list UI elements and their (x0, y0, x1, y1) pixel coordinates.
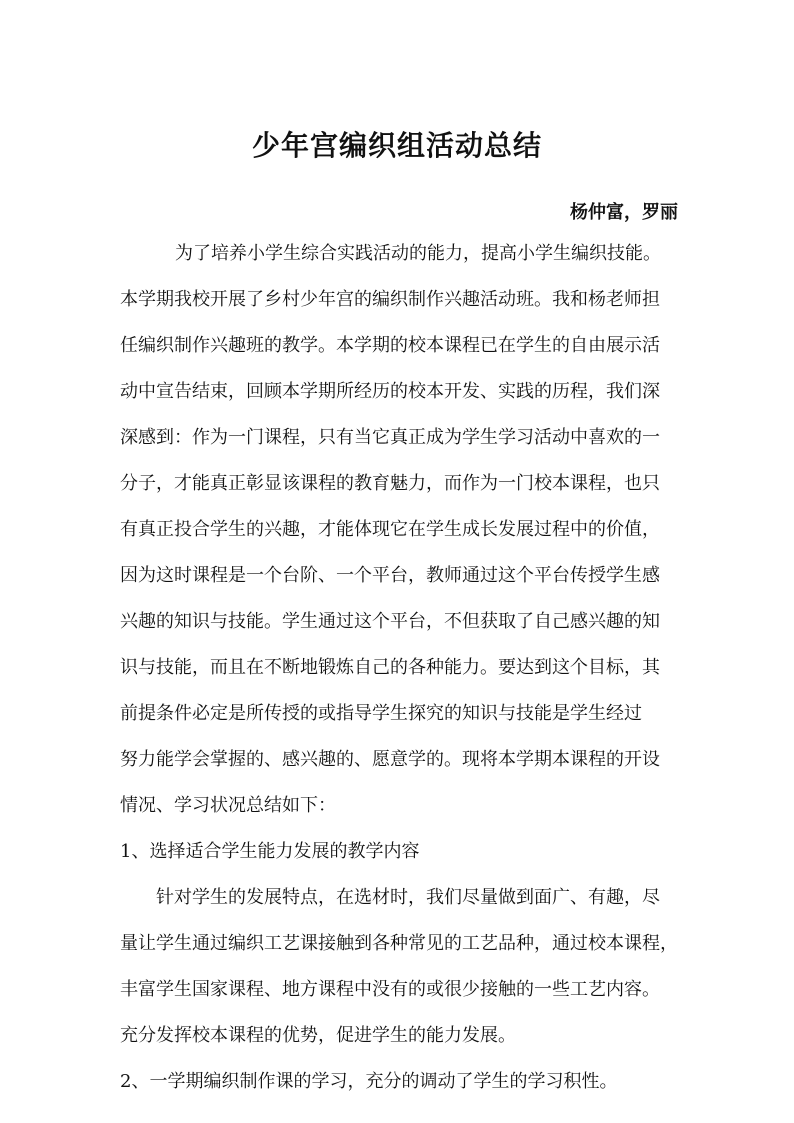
document-authors: 杨仲富，罗丽 (570, 202, 678, 223)
section-heading-2: 2、一学期编织制作课的学习，充分的调动了学生的学习积性。 (120, 1071, 618, 1092)
text-line-4: 动中宣告结束，回顾本学期所经历的校本开发、实践的历程，我们深 (120, 381, 660, 402)
text-line-5: 深感到：作为一门课程，只有当它真正成为学生学习活动中喜欢的一 (120, 427, 660, 448)
text-line-9: 兴趣的知识与技能。学生通过这个平台，不但获取了自己感兴趣的知 (120, 611, 660, 632)
text-line-16: 量让学生通过编织工艺课接触到各种常见的工艺品种，通过校本课程， (120, 933, 678, 954)
text-line-10: 识与技能，而且在不断地锻炼自己的各种能力。要达到这个目标，其 (120, 657, 660, 678)
text-line-17: 丰富学生国家课程、地方课程中没有的或很少接触的一些工艺内容。 (120, 979, 660, 1000)
text-line-1: 为了培养小学生综合实践活动的能力，提高小学生编织技能。 (175, 243, 661, 264)
text-line-2: 本学期我校开展了乡村少年宫的编织制作兴趣活动班。我和杨老师担 (120, 289, 660, 310)
text-line-12: 努力能学会掌握的、感兴趣的、愿意学的。现将本学期本课程的开设 (120, 749, 660, 770)
document-title: 少年宫编织组活动总结 (251, 129, 542, 162)
text-line-6: 分子，才能真正彰显该课程的教育魅力，而作为一门校本课程，也只 (120, 473, 660, 494)
section-heading-1: 1、选择适合学生能力发展的教学内容 (120, 841, 420, 862)
text-line-7: 有真正投合学生的兴趣，才能体现它在学生成长发展过程中的价值， (120, 519, 660, 540)
text-line-3: 任编织制作兴趣班的教学。本学期的校本课程已在学生的自由展示活 (120, 335, 660, 356)
text-line-15: 针对学生的发展特点，在选材时，我们尽量做到面广、有趣，尽 (156, 887, 660, 908)
text-line-11: 前提条件必定是所传授的或指导学生探究的知识与技能是学生经过 (120, 703, 642, 724)
text-line-13: 情况、学习状况总结如下： (120, 795, 336, 816)
text-line-8: 因为这时课程是一个台阶、一个平台，教师通过这个平台传授学生感 (120, 565, 660, 586)
text-line-18: 充分发挥校本课程的优势，促进学生的能力发展。 (120, 1025, 516, 1046)
